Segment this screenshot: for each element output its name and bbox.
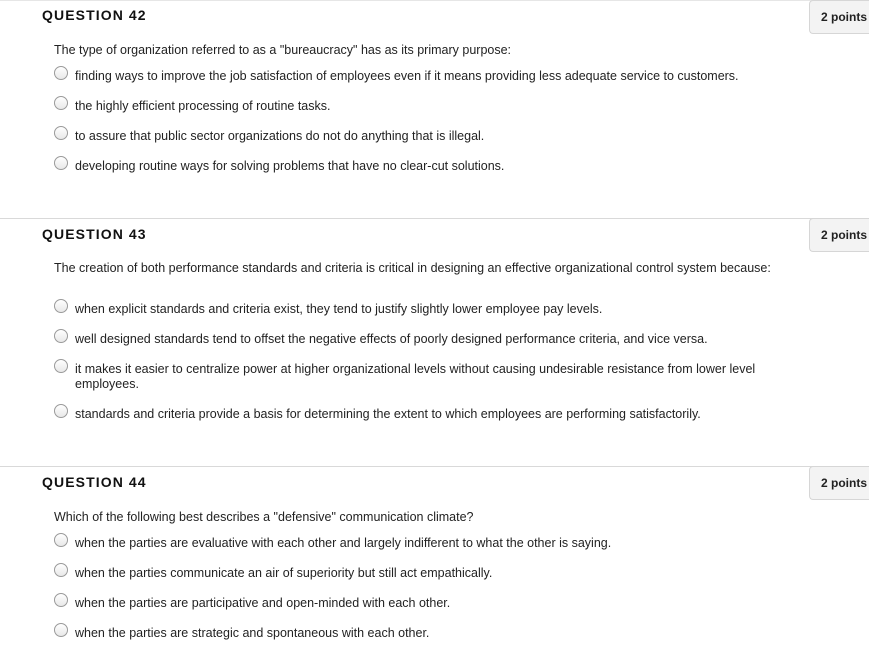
points-badge: 2 points [809,466,869,500]
radio-button[interactable] [54,66,68,80]
answer-label[interactable]: it makes it easier to centralize power at higher organizational levels without causing undesirable resistance from lower level employees. [75,362,756,391]
radio-button[interactable] [54,359,68,373]
answer-label[interactable]: when the parties communicate an air of superiority but still act empathically. [75,566,493,580]
radio-button[interactable] [54,156,68,170]
radio-button[interactable] [54,563,68,577]
answer-label[interactable]: when the parties are participative and open-minded with each other. [75,596,451,610]
question-43 [0,218,868,466]
radio-button[interactable] [54,623,68,637]
radio-button[interactable] [54,299,68,313]
radio-button[interactable] [54,404,68,418]
answer-label[interactable]: well designed standards tend to offset the negative effects of poorly designed performance criteria, and vice versa. [75,332,708,346]
answer-label[interactable]: standards and criteria provide a basis for determining the extent to which employees are performing satisfactorily. [75,407,701,421]
answer-label[interactable]: when the parties are evaluative with each other and largely indifferent to what the other is saying. [75,536,612,550]
radio-button[interactable] [54,126,68,140]
question-44 [0,466,868,648]
question-title: QUESTION 44 [42,474,147,490]
radio-button[interactable] [54,533,68,547]
points-badge: 2 points [809,218,869,252]
points-badge: 2 points [809,0,869,34]
question-prompt: The type of organization referred to as a "bureaucracy" has as its primary purpose: [54,43,512,57]
radio-button[interactable] [54,329,68,343]
answer-label[interactable]: to assure that public sector organizations do not do anything that is illegal. [75,129,485,143]
radio-button[interactable] [54,593,68,607]
question-prompt: The creation of both performance standards and criteria is critical in designing an effective organizational control system because: [54,261,771,275]
answer-label[interactable]: developing routine ways for solving problems that have no clear-cut solutions. [75,159,505,173]
question-title: QUESTION 43 [42,226,147,242]
question-prompt: Which of the following best describes a "defensive" communication climate? [54,510,474,524]
answer-label[interactable]: when explicit standards and criteria exist, they tend to justify slightly lower employee pay levels. [75,302,603,316]
question-title: QUESTION 42 [42,7,147,23]
question-42 [0,0,868,218]
radio-button[interactable] [54,96,68,110]
answer-label[interactable]: the highly efficient processing of routine tasks. [75,99,331,113]
answer-label[interactable]: finding ways to improve the job satisfaction of employees even if it means providing less adequate service to customers. [75,69,739,83]
answer-label[interactable]: when the parties are strategic and spontaneous with each other. [75,626,430,640]
